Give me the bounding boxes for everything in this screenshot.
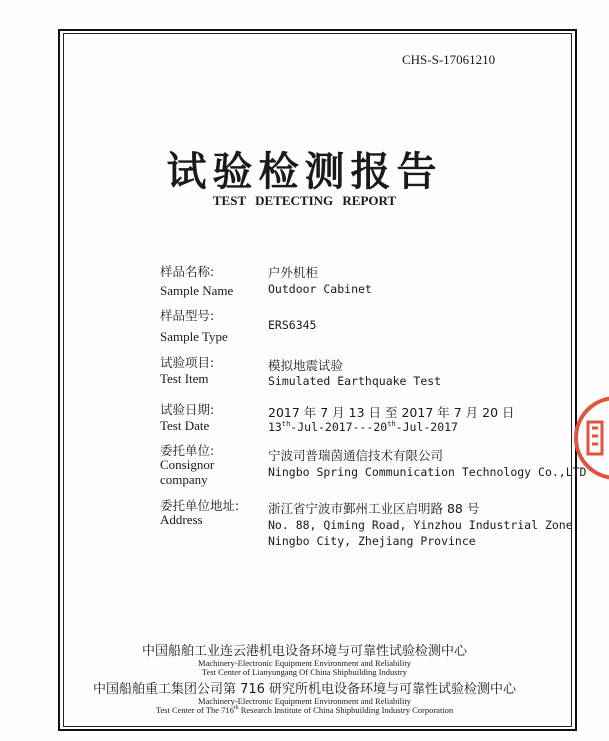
- test-date-value-en: 13th-Jul-2017---20th-Jul-2017: [268, 420, 458, 434]
- seal-ring: [576, 398, 609, 478]
- test-item-value-cn: 模拟地震试验: [268, 358, 344, 373]
- title-english: TEST DETECTING REPORT: [212, 193, 397, 208]
- center-name-en-2a: Machinery-Electronic Equipment Environment and Reliability: [198, 696, 411, 706]
- center-name-en-1b: Test Center of Lianyungang Of China Shipbuilding Industry: [201, 667, 408, 677]
- test-item-label-cn: 试验项目:: [160, 355, 215, 370]
- title-chinese: 试验检测报告: [166, 148, 443, 195]
- test-item-label-en: Test Item: [160, 371, 209, 386]
- address-value-en-1: No. 88, Qiming Road, Yinzhou Industrial Zone,: [268, 518, 580, 532]
- sample-type-label-en: Sample Type: [160, 329, 228, 344]
- sample-name-label-cn: 样品名称:: [160, 264, 215, 279]
- test-item-value-en: Simulated Earthquake Test: [268, 374, 442, 388]
- test-date-label-cn: 试验日期:: [160, 402, 215, 417]
- sample-name-value-cn: 户外机柜: [268, 265, 319, 280]
- sample-type-value: ERS6345: [268, 318, 317, 332]
- center-name-cn-1: 中国船舶工业连云港机电设备环境与可靠性试验检测中心: [141, 644, 467, 659]
- sample-name-value-en: Outdoor Cabinet: [268, 282, 372, 296]
- center-name-en-1a: Machinery-Electronic Equipment Environment and Reliability: [198, 658, 411, 668]
- seal-mark: [588, 422, 602, 454]
- consignor-value-cn: 宁波司普瑞茵通信技术有限公司: [268, 448, 444, 463]
- sample-type-label-cn: 样品型号:: [160, 308, 215, 323]
- center-name-cn-2: 中国船舶重工集团公司第 716 研究所机电设备环境与可靠性试验检测中心: [92, 682, 517, 697]
- report-number: CHS-S-17061210: [402, 52, 496, 67]
- red-seal-stamp: [568, 392, 609, 484]
- address-value-en-2: Ningbo City, Zhejiang Province: [268, 534, 476, 548]
- consignor-label-en-2: company: [160, 472, 208, 487]
- address-label-cn: 委托单位地址:: [160, 498, 240, 513]
- address-label-en: Address: [160, 512, 203, 527]
- consignor-label-en-1: Consignor: [160, 457, 215, 472]
- consignor-label-cn: 委托单位:: [160, 443, 215, 458]
- sample-name-label-en: Sample Name: [160, 283, 234, 298]
- test-date-value-cn: 2017 年 7 月 13 日 至 2017 年 7 月 20 日: [268, 405, 515, 420]
- address-value-cn: 浙江省宁波市鄞州工业区启明路 88 号: [268, 501, 480, 516]
- test-date-label-en: Test Date: [160, 418, 210, 433]
- consignor-value-en: Ningbo Spring Communication Technology Co.,LTD: [268, 465, 587, 479]
- center-name-en-2b: Test Center of The 716th Research Institute of China Shipbuilding Industry Corporation: [155, 705, 454, 715]
